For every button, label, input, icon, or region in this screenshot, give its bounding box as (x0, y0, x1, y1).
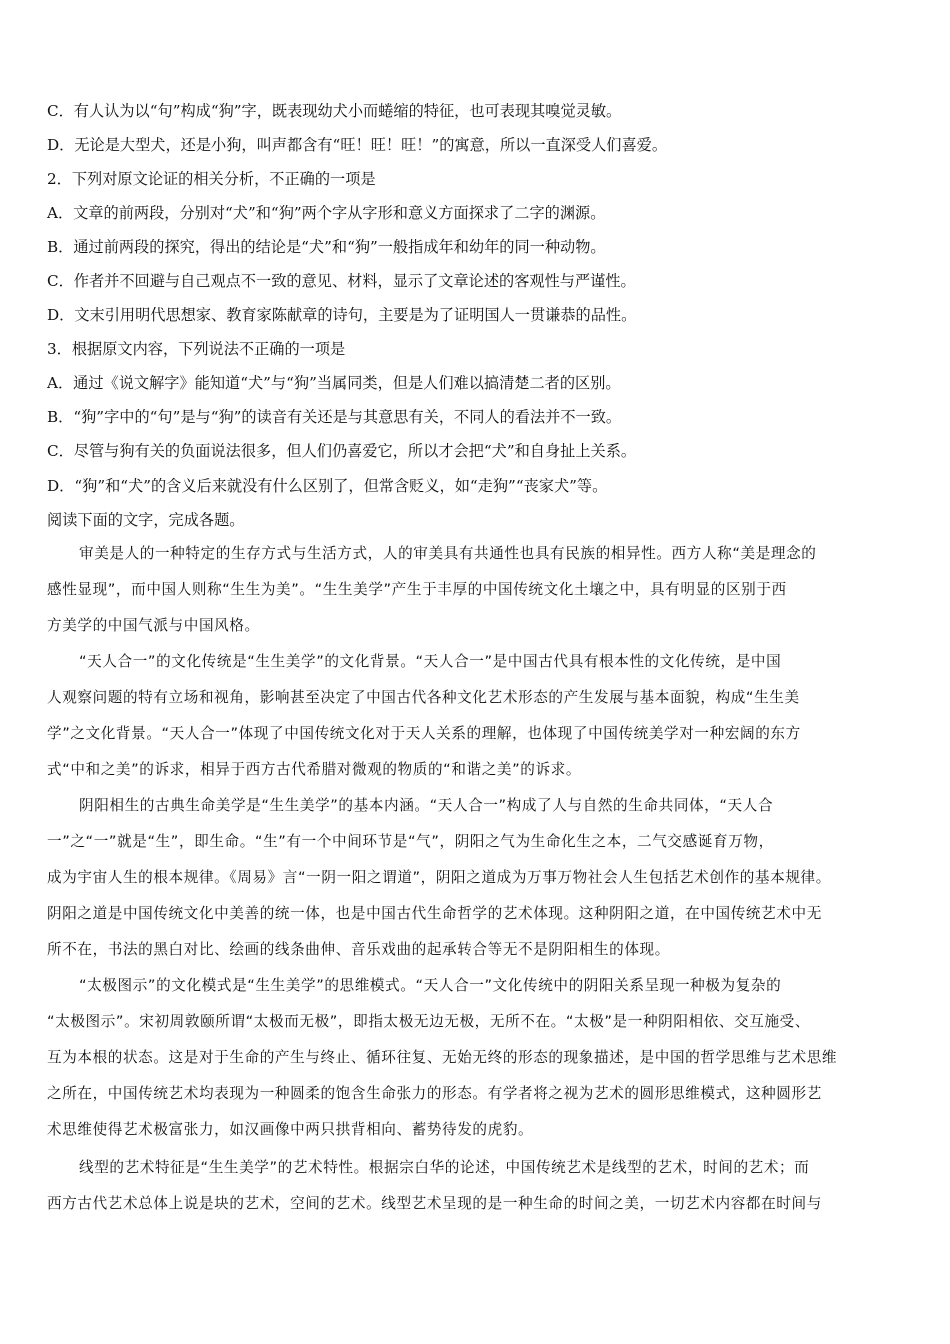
q2-option-d: D．文末引用明代思想家、教育家陈献章的诗句，主要是为了证明国人一贯谦恭的品性。 (47, 306, 637, 324)
reading-instruction: 阅读下面的文字，完成各题。 (47, 511, 245, 529)
passage-p3-line: 阴阳之道是中国传统文化中美善的统一体，也是中国古代生命哲学的艺术体现。这种阴阳之道，在中国传统艺术中无 (47, 905, 822, 922)
q2-option-a: A．文章的前两段，分别对“犬”和“狗”两个字从字形和意义方面探求了二字的渊源。 (47, 204, 606, 222)
passage-p4-line: 术思维使得艺术极富张力，如汉画像中两只拱背相向、蓄势待发的虎豹。 (47, 1121, 534, 1138)
q3-option-a: A．通过《说文解字》能知道“犬”与“狗”当属同类，但是人们难以搞清楚二者的区别。 (47, 374, 621, 392)
passage-p2-line: 式“中和之美”的诉求，相异于西方古代希腊对微观的物质的“和谐之美”的诉求。 (47, 761, 582, 778)
passage-p2-line: 学”之文化背景。“天人合一”体现了中国传统文化对于天人关系的理解，也体现了中国传统美学对一种宏阔的东方 (47, 725, 801, 742)
passage-p4-line: “太极图示”。宋初周敦颐所谓“太极而无极”，即指太极无边无极，无所不在。“太极”是一种阴阳相依、交互施受、 (47, 1013, 811, 1030)
passage-p4-line: 之所在，中国传统艺术均表现为一种圆柔的饱含生命张力的形态。有学者将之视为艺术的圆形思维模式，这种圆形艺 (47, 1085, 822, 1102)
passage-p2-line: 人观察问题的特有立场和视角，影响甚至决定了中国古代各种文化艺术形态的产生发展与基本面貌，构成“生生美 (47, 689, 800, 706)
q2-stem: 2．下列对原文论证的相关分析，不正确的一项是 (47, 170, 376, 188)
passage-p5-line: 西方古代艺术总体上说是块的艺术，空间的艺术。线型艺术呈现的是一种生命的时间之美，一切艺术内容都在时间与 (47, 1195, 822, 1212)
q3-option-c: C．尽管与狗有关的负面说法很多，但人们仍喜爱它，所以才会把“犬”和自身扯上关系。 (47, 442, 637, 460)
q1-option-d: D．无论是大型犬，还是小狗，叫声都含有“旺！旺！旺！”的寓意，所以一直深受人们喜爱。 (47, 136, 668, 154)
q3-stem: 3．根据原文内容，下列说法不正确的一项是 (47, 340, 346, 358)
passage-p4-line: 互为本根的状态。这是对于生命的产生与终止、循环往复、无始无终的形态的现象描述，是中国的哲学思维与艺术思维 (47, 1049, 838, 1066)
q3-option-d: D．“狗”和“犬”的含义后来就没有什么区别了，但常含贬义，如“走狗”“丧家犬”等。 (47, 477, 608, 495)
q3-option-b: B．“狗”字中的“句”是与“狗”的读音有关还是与其意思有关，不同人的看法并不一致。 (47, 408, 622, 426)
q1-option-c: C．有人认为以“句”构成“狗”字，既表现幼犬小而蜷缩的特征，也可表现其嗅觉灵敏。 (47, 102, 622, 120)
passage-p4-line: “太极图示”的文化模式是“生生美学”的思维模式。“天人合一”文化传统中的阴阳关系呈现一种极为复杂的 (79, 977, 782, 994)
q2-option-c: C．作者并不回避与自己观点不一致的意见、材料，显示了文章论述的客观性与严谨性。 (47, 272, 636, 290)
passage-p2-line: “天人合一”的文化传统是“生生美学”的文化背景。“天人合一”是中国古代具有根本性的文化传统，是中国 (79, 653, 782, 670)
passage-p1-line: 方美学的中国气派与中国风格。 (47, 617, 260, 634)
passage-p3-line: 一”之“一”就是“生”，即生命。“生”有一个中间环节是“气”，阴阳之气为生命化生之本，二气交感诞育万物， (47, 833, 774, 850)
passage-p5-line: 线型的艺术特征是“生生美学”的艺术特性。根据宗白华的论述，中国传统艺术是线型的艺术，时间的艺术；而 (79, 1159, 810, 1176)
passage-p1-line: 感性显现”，而中国人则称“生生为美”。“生生美学”产生于丰厚的中国传统文化土壤之中，具有明显的区别于西 (47, 581, 787, 598)
q2-option-b: B．通过前两段的探究，得出的结论是“犬”和“狗”一般指成年和幼年的同一种动物。 (47, 238, 606, 256)
passage-p3-line: 阴阳相生的古典生命美学是“生生美学”的基本内涵。“天人合一”构成了人与自然的生命共同体，“天人合 (79, 797, 774, 814)
passage-p1-line: 审美是人的一种特定的生存方式与生活方式，人的审美具有共通性也具有民族的相异性。西方人称“美是理念的 (79, 545, 817, 562)
passage-p3-line: 所不在，书法的黑白对比、绘画的线条曲伸、音乐戏曲的起承转合等无不是阴阳相生的体现。 (47, 941, 670, 958)
passage-p3-line: 成为宇宙人生的根本规律。《周易》言“一阴一阳之谓道”，阴阳之道成为万事万物社会人生包括艺术创作的基本规律。 (47, 869, 831, 886)
